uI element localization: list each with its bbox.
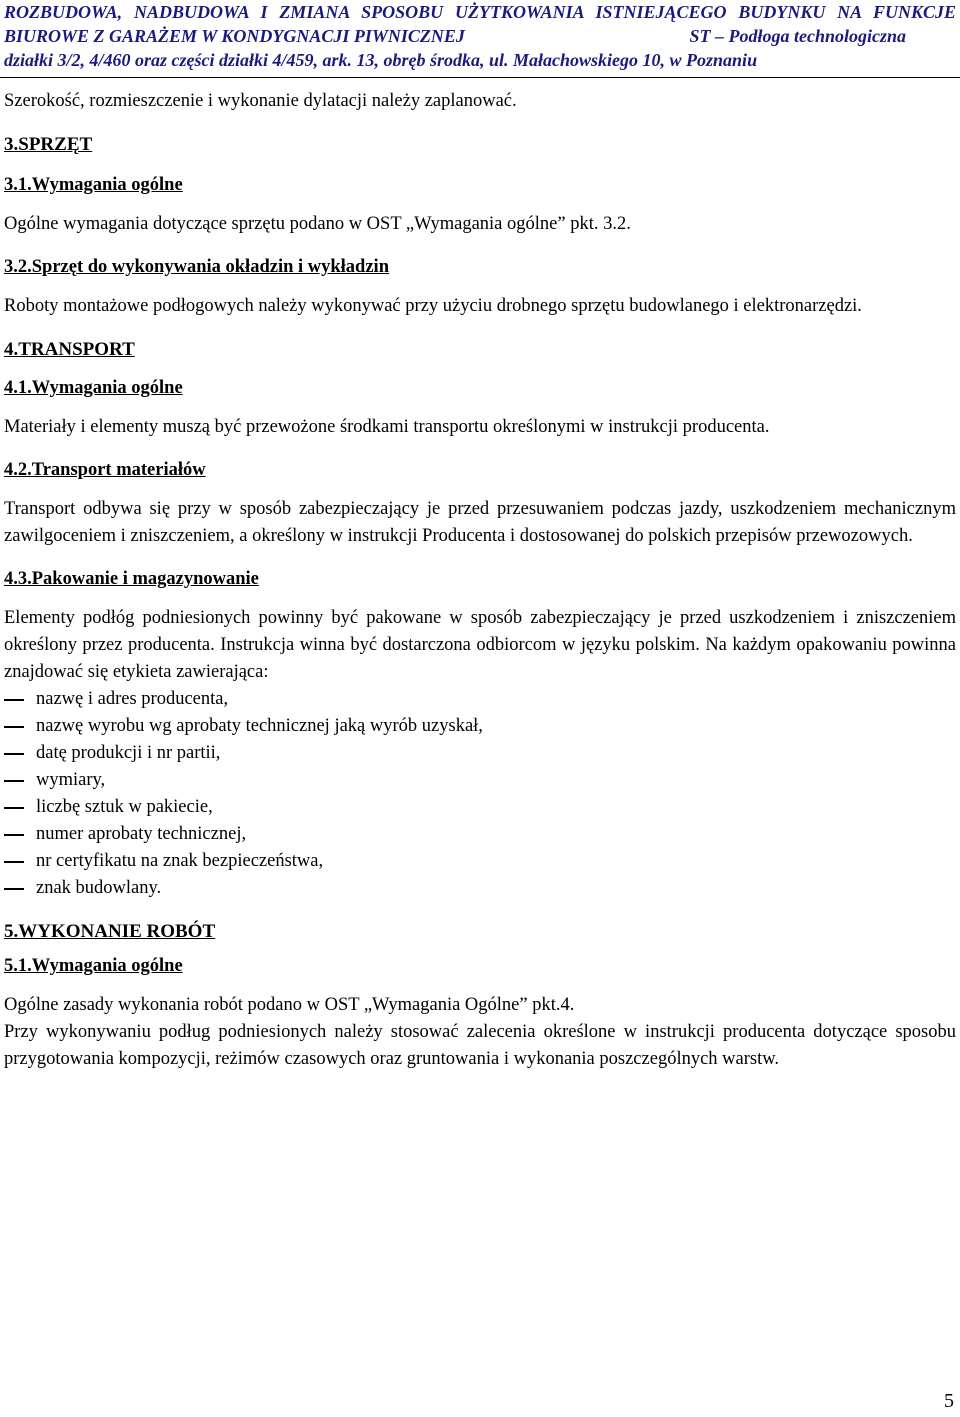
dash-bullet-icon [4,753,24,755]
section-4-2-heading: 4.2.Transport materiałów [4,460,206,480]
header-line-1: ROZBUDOWA, NADBUDOWA I ZMIANA SPOSOBU UŻYTKOWANIA ISTNIEJĄCEGO BUDYNKU NA FUNKCJE [4,2,956,22]
header-project-title: BIUROWE Z GARAŻEM W KONDYGNACJI PIWNICZNEJ [4,26,465,46]
section-4-3-text: Elementy podłóg podniesionych powinny być pakowane w sposób zabezpieczający je przed uszkodzeniem i zniszczeniem określony przez producenta. Instrukcja winna być dostarczona odbiorcom w języku polskim. Na każdym opakowaniu powinna znajdować się etykieta zawierająca: [4,608,956,682]
list-item: znak budowlany. [4,875,956,902]
dash-bullet-icon [4,834,24,836]
section-4-2-text: Transport odbywa się przy w sposób zabezpieczający je przed przesuwaniem podczas jazdy, uszkodzeniem mechanicznym zawilgoceniem i zniszczeniem, a określony w instrukcji Producenta i dostosowanej do polskich przepisów przewozowych. [4,499,956,546]
dash-bullet-icon [4,861,24,863]
label-contents-list [4,686,956,902]
list-item: liczbę sztuk w pakiecie, [4,794,956,821]
dash-bullet-icon [4,888,24,890]
list-item: numer aprobaty technicznej, [4,821,956,848]
section-4-1-heading: 4.1.Wymagania ogólne [4,378,183,398]
dash-bullet-icon [4,780,24,782]
section-5-1-text-2: Przy wykonywaniu podług podniesionych należy stosować zalecenia określone w instrukcji producenta dotyczące sposobu przygotowania kompozycji, reżimów czasowych oraz gruntowania i wykonania poszczególnych warstw. [4,1022,956,1069]
section-3-heading: 3.SPRZĘT [4,134,93,155]
dash-bullet-icon [4,699,24,701]
header-line-2 [4,25,956,47]
section-4-1-text: Materiały i elementy muszą być przewożone środkami transportu określonymi w instrukcji producenta. [4,417,770,437]
dash-bullet-icon [4,807,24,809]
header-spec-title: ST – Podłoga technologiczna [689,26,906,46]
document-body [4,88,956,1073]
section-3-1-heading: 3.1.Wymagania ogólne [4,175,183,195]
intro-paragraph: Szerokość, rozmieszczenie i wykonanie dylatacji należy zaplanować. [4,91,517,111]
section-5-1-heading: 5.1.Wymagania ogólne [4,956,183,976]
section-3-1-text: Ogólne wymagania dotyczące sprzętu podano w OST „Wymagania ogólne” pkt. 3.2. [4,214,631,234]
page-header [0,0,960,78]
list-item: datę produkcji i nr partii, [4,740,956,767]
list-item: nazwę i adres producenta, [4,686,956,713]
header-line-3: działki 3/2, 4/460 oraz części działki 4/459, ark. 13, obręb środka, ul. Małachowskiego 10, w Poznaniu [4,50,758,70]
section-3-2-text: Roboty montażowe podłogowych należy wykonywać przy użyciu drobnego sprzętu budowlanego i elektronarzędzi. [4,296,862,316]
section-4-3-heading: 4.3.Pakowanie i magazynowanie [4,569,259,589]
section-4-heading: 4.TRANSPORT [4,339,135,360]
dash-bullet-icon [4,726,24,728]
list-item: nr certyfikatu na znak bezpieczeństwa, [4,848,956,875]
section-3-2-heading: 3.2.Sprzęt do wykonywania okładzin i wykładzin [4,257,389,277]
page-number: 5 [944,1390,954,1412]
list-item: wymiary, [4,767,956,794]
list-item: nazwę wyrobu wg aprobaty technicznej jaką wyrób uzyskał, [4,713,956,740]
section-5-1-text-1: Ogólne zasady wykonania robót podano w OST „Wymagania Ogólne” pkt.4. [4,995,575,1015]
section-5-heading: 5.WYKONANIE ROBÓT [4,921,216,942]
